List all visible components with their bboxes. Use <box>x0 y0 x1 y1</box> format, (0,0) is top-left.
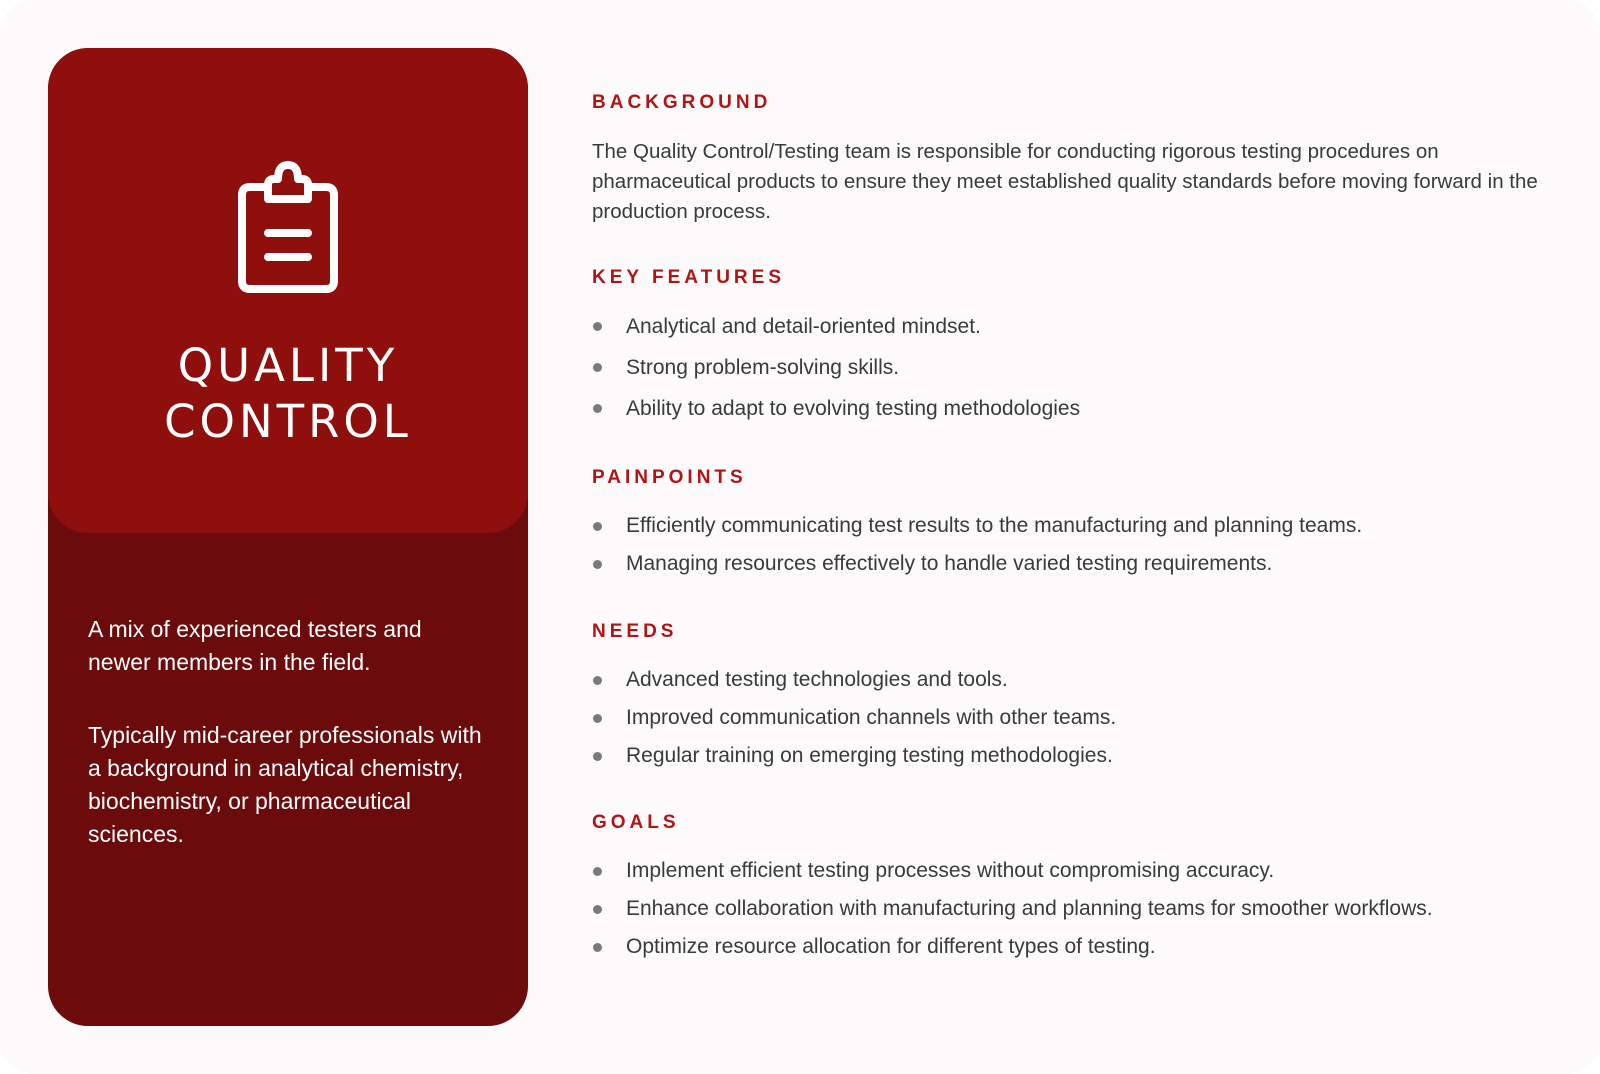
background-section <box>592 88 1552 263</box>
list-item: Implement efficient testing processes without compromising accuracy. <box>592 852 1552 890</box>
persona-card-header <box>48 48 528 533</box>
needs-heading: NEEDS <box>592 621 678 642</box>
background-text: The Quality Control/Testing team is responsible for conducting rigorous testing procedures on pharmaceutical products to ensure they meet established quality standards before moving forward in the production process. <box>592 140 1538 223</box>
needs-section <box>592 617 1552 808</box>
list-item: Strong problem-solving skills. <box>592 347 1552 388</box>
painpoints-section <box>592 463 1552 617</box>
key-features-list <box>592 306 1552 429</box>
list-item: Regular training on emerging testing methodologies. <box>592 737 1552 775</box>
painpoints-heading: PAINPOINTS <box>592 467 747 488</box>
goals-heading: GOALS <box>592 812 680 833</box>
needs-list <box>592 661 1552 775</box>
goals-list <box>592 852 1552 966</box>
background-heading: BACKGROUND <box>592 92 772 113</box>
persona-title <box>48 338 528 450</box>
persona-card <box>48 48 528 1026</box>
clipboard-icon <box>234 161 342 297</box>
list-item: Advanced testing technologies and tools. <box>592 661 1552 699</box>
list-item: Enhance collaboration with manufacturing and planning teams for smoother workflows. <box>592 890 1552 928</box>
list-item: Managing resources effectively to handle varied testing requirements. <box>592 545 1552 583</box>
persona-description-paragraph: A mix of experienced testers and newer members in the field. <box>88 616 422 675</box>
list-item: Analytical and detail-oriented mindset. <box>592 306 1552 347</box>
key-features-heading: KEY FEATURES <box>592 267 785 288</box>
persona-description <box>88 613 488 891</box>
list-item: Optimize resource allocation for different types of testing. <box>592 928 1552 966</box>
persona-title-line-2: CONTROL <box>164 395 412 448</box>
list-item: Improved communication channels with other teams. <box>592 699 1552 737</box>
key-features-section <box>592 263 1552 463</box>
persona-details <box>592 88 1552 966</box>
persona-title-line-1: QUALITY <box>177 339 399 392</box>
goals-section <box>592 808 1552 966</box>
persona-description-paragraph: Typically mid-career professionals with a background in analytical chemistry, biochemistry, or pharmaceutical sciences. <box>88 722 482 847</box>
list-item: Efficiently communicating test results to the manufacturing and planning teams. <box>592 507 1552 545</box>
list-item: Ability to adapt to evolving testing methodologies <box>592 388 1552 429</box>
painpoints-list <box>592 507 1552 583</box>
